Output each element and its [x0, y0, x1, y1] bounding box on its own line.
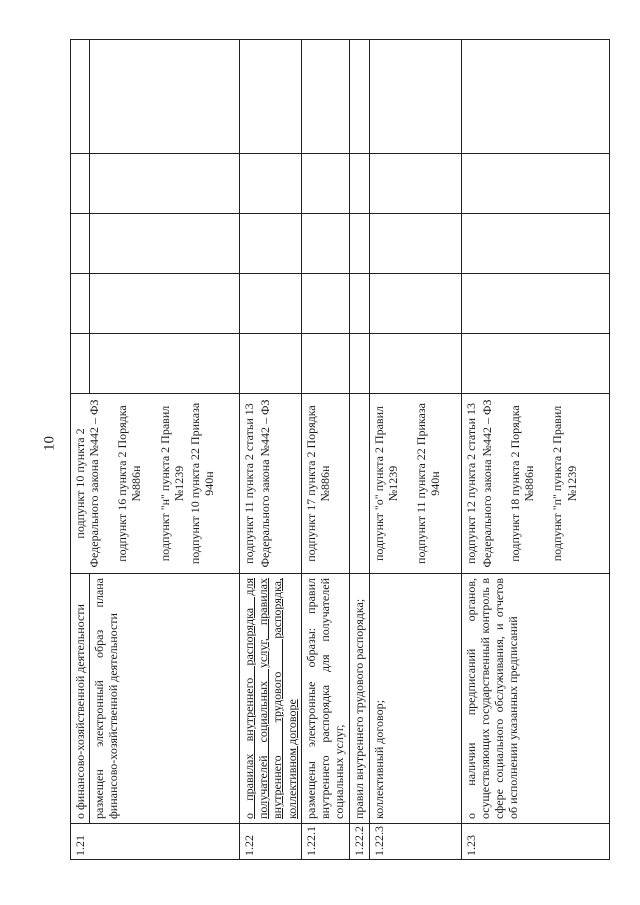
empty-cell: [461, 40, 609, 154]
empty-cell: [301, 334, 349, 394]
empty-cell: [301, 40, 349, 154]
row-description: правил внутреннего трудового распорядка;: [349, 574, 369, 824]
row-number: 1.22: [240, 824, 302, 860]
legal-basis-line: подпункт 11 пункта 2 статьи 13: [242, 403, 257, 564]
empty-cell: [301, 214, 349, 274]
legal-basis-line: Федерального закона №442 – ФЗ: [479, 399, 494, 568]
page-number: 10: [41, 436, 58, 451]
table-row: [369, 40, 461, 860]
table-row: [240, 40, 302, 860]
empty-cell: [349, 40, 369, 154]
row-legal-basis: [71, 394, 240, 574]
row-description: о финансово-хозяйственной деятельности: [71, 574, 90, 824]
empty-cell: [240, 214, 302, 274]
legal-basis-line: подпункт 12 пункта 2 статьи 13: [463, 402, 478, 565]
empty-cell: [71, 334, 90, 394]
row-number: 1.22.3: [369, 824, 461, 860]
row-number: 1.23: [461, 824, 609, 860]
legal-basis-line: Федерального закона №442 – ФЗ: [258, 399, 273, 568]
empty-cell: [369, 40, 461, 154]
row-description: [240, 574, 302, 824]
row-description-text: о правилах внутреннего распорядка для получателей социальных услуг, правилах внутреннего трудового распорядка, коллективном договоре: [242, 578, 299, 819]
legal-basis-line: подпункт "о" пункта 2 Правил №1239: [371, 405, 400, 562]
table-row: [349, 40, 369, 860]
empty-cell: [71, 154, 90, 214]
empty-cell: [349, 154, 369, 214]
empty-cell: [461, 154, 609, 214]
empty-cell: [240, 154, 302, 214]
row-legal-basis: [301, 394, 349, 574]
legal-basis-line: подпункт "п" пункта 2 Правил №1239: [550, 405, 579, 562]
empty-cell: [369, 214, 461, 274]
empty-cell: [369, 154, 461, 214]
empty-cell: [301, 154, 349, 214]
row-number: 1.22.1: [301, 824, 349, 860]
row-description: размещен электронный образ плана финансово-хозяйственной деятельности: [90, 574, 240, 824]
row-description: о наличии предписаний органов, осуществляющих государственный контроль в сфере социального обслуживания, и отчетов об исполнении указанных предписаний: [461, 574, 609, 824]
empty-cell: [71, 274, 90, 334]
row-legal-basis: [369, 394, 461, 574]
requirements-table: [70, 39, 610, 860]
empty-cell: [71, 40, 90, 154]
empty-cell: [349, 334, 369, 394]
empty-cell: [349, 274, 369, 334]
legal-basis-line: подпункт 18 пункта 2 Порядка №886н: [508, 405, 537, 562]
empty-cell: [240, 334, 302, 394]
empty-cell: [461, 274, 609, 334]
legal-basis-line: подпункт "н" пункта 2 Правил №1239: [157, 405, 186, 562]
table-row: [301, 40, 349, 860]
empty-cell: [461, 214, 609, 274]
empty-cell: [369, 274, 461, 334]
row-description: размещены электронные образы: правил внутреннего распорядка для получателей социальных услуг,: [301, 574, 349, 824]
empty-cell: [240, 40, 302, 154]
row-legal-basis: [461, 394, 609, 574]
legal-basis-line: подпункт 10 пункта 22 Приказа 940н: [187, 402, 217, 565]
table-row: [71, 40, 90, 860]
legal-basis-line: подпункт 11 пункта 22 Приказа 940н: [414, 403, 443, 564]
row-number: 1.21: [71, 824, 240, 860]
rotated-table-container: [70, 40, 610, 860]
empty-cell: [90, 334, 240, 394]
empty-cell: [369, 334, 461, 394]
legal-basis-line: подпункт 17 пункта 2 Порядка №886н: [303, 405, 332, 562]
empty-cell: [461, 334, 609, 394]
empty-cell: [90, 214, 240, 274]
row-number: 1.22.2: [349, 824, 369, 860]
row-legal-basis: [240, 394, 302, 574]
empty-cell: [71, 214, 90, 274]
row-description: коллективный договор;: [369, 574, 461, 824]
table-row: [461, 40, 609, 860]
legal-basis-line: подпункт 10 пункта 2 Федерального закона №442 – ФЗ: [73, 399, 102, 568]
legal-basis-line: подпункт 16 пункта 2 Порядка №886н: [115, 405, 144, 562]
row-legal-basis: [349, 394, 369, 574]
empty-cell: [349, 214, 369, 274]
empty-cell: [240, 274, 302, 334]
empty-cell: [90, 274, 240, 334]
empty-cell: [90, 154, 240, 214]
empty-cell: [301, 274, 349, 334]
empty-cell: [90, 40, 240, 154]
